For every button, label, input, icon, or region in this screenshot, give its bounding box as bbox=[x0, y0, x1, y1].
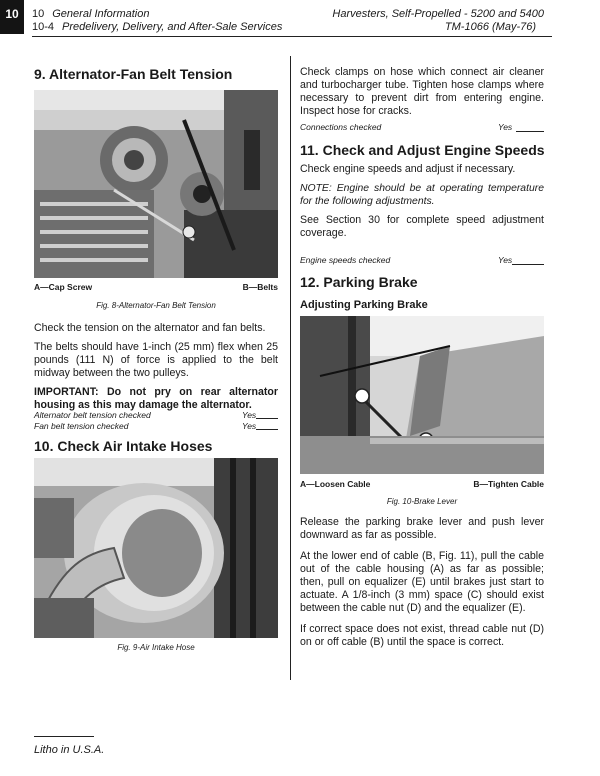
section11-title: 11. Check and Adjust Engine Speeds bbox=[300, 142, 545, 158]
section9-para2: The belts should have 1-inch (25 mm) flex when 25 pounds (111 N) of force is applied to the belt midway between the two pulleys. bbox=[34, 341, 278, 379]
fig8-label-b: B—Belts bbox=[242, 282, 278, 292]
check-line bbox=[256, 429, 278, 430]
check-alternator-yes: Yes bbox=[242, 410, 257, 420]
header-right-line1: Harvesters, Self-Propelled - 5200 and 5400 bbox=[332, 8, 544, 20]
section12-para2: At the lower end of cable (B, Fig. 11), pull the cable out of the cable housing (A) as far as possible; then, pull on equalizer (E) until brakes just start to actuate. A 1/8-inch (3 mm) space (C) should exist between the cable nut (D) and the equalizer (E). bbox=[300, 550, 544, 614]
check-engine-speeds: Engine speeds checked bbox=[300, 255, 391, 265]
check-connections-yes: Yes bbox=[498, 122, 513, 132]
header-right-line2: TM-1066 (May-76) bbox=[444, 21, 536, 33]
group-title: Predelivery, Delivery, and After-Sale Services bbox=[62, 21, 283, 33]
fig10-label-a: A—Loosen Cable bbox=[300, 479, 371, 489]
section-title: General Information bbox=[52, 8, 150, 20]
footer-litho: Litho in U.S.A. bbox=[34, 744, 105, 756]
alternator-photo bbox=[34, 90, 278, 278]
header-rule bbox=[32, 36, 552, 37]
check-line bbox=[516, 131, 544, 132]
check-engine-yes: Yes bbox=[498, 255, 513, 265]
brake-lever-photo bbox=[300, 316, 544, 474]
check-line bbox=[256, 418, 278, 419]
header-left-line1 bbox=[32, 8, 149, 20]
section9-para1: Check the tension on the alternator and fan belts. bbox=[34, 322, 266, 334]
footer-rule bbox=[34, 736, 94, 737]
air-intake-photo bbox=[34, 458, 278, 638]
check-alternator-belt: Alternator belt tension checked bbox=[34, 410, 151, 420]
section12-body bbox=[300, 516, 544, 655]
section11-para1: Check engine speeds and adjust if necessary. bbox=[300, 163, 516, 175]
fig8-label-a: A—Cap Screw bbox=[34, 282, 93, 292]
section11-note: NOTE: Engine should be at operating temperature for the following adjustments. bbox=[300, 183, 544, 207]
section11-body bbox=[300, 163, 544, 246]
section11-para2: See Section 30 for complete speed adjustment coverage. bbox=[300, 214, 544, 239]
section12-para3: If correct space does not exist, thread cable nut (D) on or off cable (B) until the space is correct. bbox=[300, 623, 544, 648]
section10-body bbox=[300, 66, 544, 124]
fig10-label-b: B—Tighten Cable bbox=[473, 479, 544, 489]
fig9-caption: Fig. 9-Air Intake Hose bbox=[117, 643, 195, 652]
check-connections: Connections checked bbox=[300, 122, 382, 132]
section9-important: IMPORTANT: Do not pry on rear alternator housing as this may damage the alternator. bbox=[34, 386, 278, 411]
fig8-caption: Fig. 8-Alternator-Fan Belt Tension bbox=[96, 301, 216, 310]
page-tab: 10 bbox=[0, 0, 24, 34]
column-divider bbox=[290, 56, 291, 680]
fig10-caption: Fig. 10-Brake Lever bbox=[386, 497, 458, 506]
check-fan-yes: Yes bbox=[242, 421, 257, 431]
section10-title: 10. Check Air Intake Hoses bbox=[34, 438, 213, 454]
header-left-line2 bbox=[32, 21, 282, 33]
section12-para1: Release the parking brake lever and push lever downward as far as possible. bbox=[300, 516, 544, 541]
page-number: 10-4 bbox=[32, 21, 55, 33]
section9-title: 9. Alternator-Fan Belt Tension bbox=[34, 66, 233, 82]
section-number: 10 bbox=[32, 8, 45, 20]
check-fan-belt: Fan belt tension checked bbox=[34, 421, 129, 431]
check-line bbox=[512, 264, 544, 265]
section12-subtitle: Adjusting Parking Brake bbox=[300, 299, 428, 311]
section12-title: 12. Parking Brake bbox=[300, 274, 418, 290]
section10-para1: Check clamps on hose which connect air cleaner and turbocharger tube. Tighten hose clamps where necessary to prevent dirt from entering engine. Inspect hose for cracks. bbox=[300, 66, 544, 117]
section9-body bbox=[34, 322, 278, 418]
